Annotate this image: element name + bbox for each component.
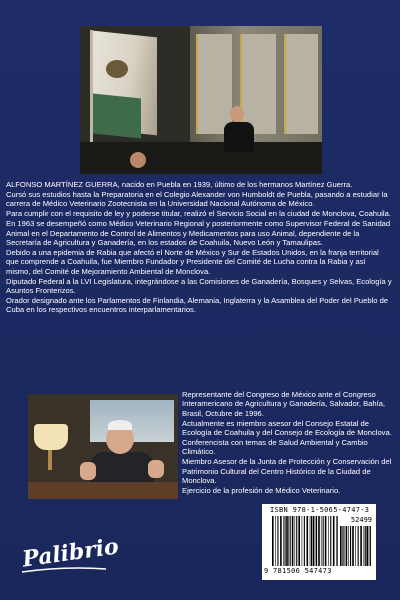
barcode-stripe xyxy=(365,526,366,566)
barcode-stripe xyxy=(298,516,300,566)
barcode-stripe xyxy=(336,516,337,566)
publisher-logo: Palibrio xyxy=(20,533,121,573)
biography-text-right xyxy=(182,390,392,496)
bio-paragraph: En 1963 se desempeñó como Médico Veterinario Regional y posteriormente como Supervisor Federal de Sanidad Animal en el Departamento de Control de Alimentos y Medicamentos para uso Animal, dependiente de la Secretaría de Agricultura y Ganadería, en los estados de Coahuila, Nuevo León y Tamaulipas. xyxy=(6,219,391,247)
barcode-stripe xyxy=(352,526,354,566)
isbn-label: ISBN 978-1-5065-4747-3 xyxy=(270,506,370,514)
lamp-shade xyxy=(34,424,68,450)
author-hand xyxy=(148,460,164,478)
barcode-stripe xyxy=(328,516,329,566)
barcode-stripe xyxy=(350,526,351,566)
author-portrait xyxy=(28,394,178,499)
barcode-stripe xyxy=(296,516,297,566)
flag-green-stripe xyxy=(93,93,141,138)
barcode-stripe xyxy=(302,516,303,566)
bio-paragraph: Miembro Asesor de la Junta de Protección y Conservación del Patrimonio Cultural del Centro Histórico de la Ciudad de Monclova. xyxy=(182,457,392,486)
barcode-stripe xyxy=(275,516,276,566)
barcode-stripe xyxy=(370,526,371,566)
bio-paragraph: ALFONSO MARTÍNEZ GUERRA, nacido en Puebla en 1939, último de los hermanos Martínez Guerra. xyxy=(6,180,353,189)
bio-paragraph: Para cumplir con el requisito de ley y poderse titular, realizó el Servicio Social en la ciudad de Monclova, Coahuila. xyxy=(6,209,391,219)
congress-photo xyxy=(80,26,322,174)
inscription-panel xyxy=(242,34,276,134)
author-hair xyxy=(108,420,132,430)
barcode-stripe xyxy=(288,516,289,566)
barcode-stripe xyxy=(321,516,322,566)
desk xyxy=(28,482,178,499)
gold-trim xyxy=(284,34,286,134)
bio-paragraph: Debido a una epidemia de Rabia que afectó el Norte de México y Sur de Estados Unidos, en la franja territorial que comprende a Coahuila, fue Miembro Fundador y Presidente del Comité de Lucha contra la Rabia y así mismo, del Comité de Mejoramiento Ambiental de Monclova. xyxy=(6,247,379,276)
barcode-stripe xyxy=(286,516,288,566)
bio-paragraph: Diputado Federal a la LVI Legislatura, integrándose a las Comisiones de Ganadería, Bosques y Selvas, Ecología y Asuntos Fronterizos. xyxy=(6,276,392,295)
barcode-stripe xyxy=(277,516,278,566)
barcode-stripe xyxy=(364,526,365,566)
barcode-stripe xyxy=(311,516,312,566)
barcode-stripe xyxy=(290,516,291,566)
barcode-stripe xyxy=(358,526,359,566)
barcode-stripe xyxy=(310,516,311,566)
barcode-stripe xyxy=(348,526,349,566)
bio-paragraph: Actualmente es miembro asesor del Consejo Estatal de Ecología de Coahuila y del Consejo de Ecología de Monclova. xyxy=(182,418,392,438)
barcode-stripe xyxy=(323,516,324,566)
barcode-stripe xyxy=(313,516,315,566)
barcode-stripe xyxy=(315,516,316,566)
barcode-stripe xyxy=(272,516,274,566)
flag-emblem xyxy=(106,60,128,78)
barcode-stripe xyxy=(343,526,344,566)
speaker-body xyxy=(224,122,254,152)
isbn-barcode xyxy=(262,504,376,580)
price-code: 52499 xyxy=(350,516,372,524)
barcode-stripe xyxy=(360,526,362,566)
author-hand xyxy=(80,462,96,480)
seated-person xyxy=(130,152,146,168)
barcode-stripe xyxy=(295,516,296,566)
speaker-head xyxy=(230,106,244,122)
lamp-base xyxy=(48,450,52,470)
barcode-stripe xyxy=(316,516,317,566)
barcode-stripe xyxy=(346,526,348,566)
barcode-stripe xyxy=(307,516,309,566)
barcode-stripe xyxy=(292,516,294,566)
barcode-stripe xyxy=(285,516,286,566)
barcode-stripe xyxy=(366,526,368,566)
podium xyxy=(80,142,322,174)
inscription-panel xyxy=(198,34,232,134)
bio-paragraph: Ejercicio de la profesión de Médico Veterinario. xyxy=(182,486,341,496)
barcode-stripe xyxy=(333,516,335,566)
bio-paragraph: Orador designado ante los Parlamentos de Finlandia, Alemania, Inglaterra y la Asamblea del Poder del Pueblo de Cuba en los respectivos encuentros interparlamentarios. xyxy=(6,295,389,315)
logo-swoosh xyxy=(20,566,108,574)
barcode-stripe xyxy=(304,516,305,566)
gold-trim xyxy=(196,34,198,134)
barcode-stripe xyxy=(283,516,284,566)
barcode-stripe xyxy=(280,516,282,566)
bio-paragraph: Representante del Congreso de México ante el Congreso Interamericano de Agricultura y Ganadería, Salvador, Bahía, Brasil, Octubre de 1996. xyxy=(182,390,386,418)
bio-paragraph: Cursó sus estudios hasta la Preparatoria en el Colegio Alexander von Humboldt de Puebla, pasando a estudiar la carrera de Médico Veterinario Zootecnista en la Universidad Nacional Autónoma de México. xyxy=(6,189,388,209)
barcode-stripe xyxy=(369,526,370,566)
barcode-stripe xyxy=(355,526,356,566)
barcode-digits: 9 781506 547473 xyxy=(264,567,332,575)
price-barcode-bars xyxy=(340,526,372,566)
barcode-bars xyxy=(272,516,338,566)
barcode-stripe xyxy=(330,516,331,566)
barcode-stripe xyxy=(325,516,327,566)
bio-paragraph: Conferencista con temas de Salud Ambiental y Cambio Climático. xyxy=(182,438,368,457)
inscription-panel xyxy=(286,34,318,134)
barcode-stripe xyxy=(337,516,338,566)
barcode-stripe xyxy=(318,516,320,566)
barcode-stripe xyxy=(340,526,342,566)
barcode-stripe xyxy=(342,526,343,566)
biography-text xyxy=(6,180,392,315)
